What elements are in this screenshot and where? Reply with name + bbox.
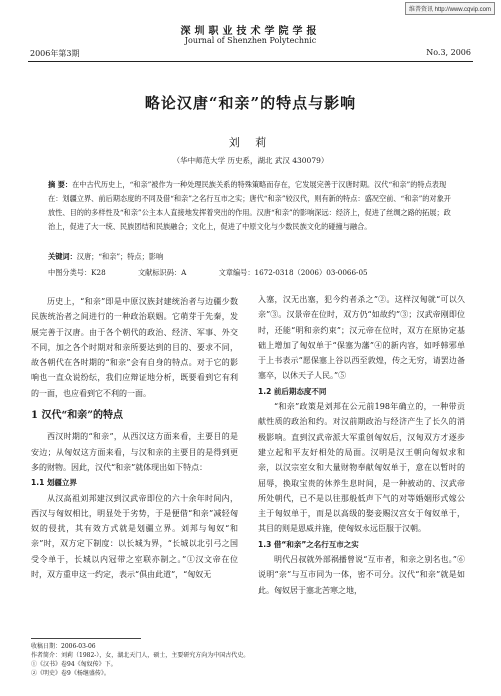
footnote-rule [31,638,141,639]
paragraph: 西汉时期的“和亲”，从西汉这方面来看，主要目的是安边；从匈奴这方面来看，与汉和亲的主要目的是得到更多的财物。因此，汉代“和亲”就体现出如下特点： [31,432,238,472]
footnote-2: ②《明史》卷9《杨继盛传》。 [31,670,110,677]
paragraph: 历史上，“和亲”即是中原汉族封建统治者与边疆少数民族统治者之间进行的一种政治联姻。它萌芽于先秦，发展完善于汉唐。由于各个朝代的政治、经济、军事、外交不同，加之各个时期对和亲所要达到的目的、要求不同，故各朝代在各时期的“和亲”会有自身的特点。对于它的影响也一直众说纷纭，我们应辩证地分析，既要看到它有利的一面，也应看到它不利的一面。 [31,297,238,398]
paragraph: 明代吕叔就外部祸播曾说“互市者，和亲之别名也。”⑥说明“亲”与互市同为一体，密不可分。汉代“和亲”就是如此。匈奴居于塞北苦寒之地， [258,555,465,595]
journal-name-cn: 深圳职业技术学院学报 [180,26,321,37]
article-number: 文章编号：1672-0318（2006）03-0066-05 [218,268,368,277]
abstract [48,178,458,234]
left-column [31,294,238,582]
keywords-text: 汉唐；“和亲”；特点；影响 [76,252,164,261]
paragraph: 从汉高祖刘邦建汉到汉武帝即位的六十余年时间内，西汉与匈奴相比，明显处于劣势，于是便借“和亲”减轻匈奴的侵扰，其有效方式就是划疆立界。刘邦与匈奴“和亲”时，双方定下制度：以长城为界，“长城以北引弓之国受令单于，长城以内冠带之室联亦制之。”①汉文帝在位时，双方重申这一约定，表示“俱由此道”，“匈奴无 [31,493,238,580]
footnote-1: ①《汉书》卷94《匈奴传》下。 [31,661,117,668]
paragraph: 入塞，汉无出塞，犯今约者杀之”②。这样汉匈就“可以久亲”③。汉景帝在位时，双方仍“如故约”③；汉武帝刚即位时，还能“明和亲约束”；汉元帝在位时，双方在原协定基础上增加了匈奴单于“保塞为藩”④的新内容，如呼韩邪单于上书表示“愿保塞上谷以西至敦煌，传之无穷，请罢边备塞卒，以休天子人民。”⑤ [258,295,465,381]
keywords-label: 关键词： [48,252,77,261]
subsection-heading-1-2: 1.2 前后期态度不同 [258,386,327,396]
footnotes [31,642,471,678]
journal-name-en: Journal of Shenzhen Polytechnic [184,36,317,45]
abstract-text: 在中古代历史上，“和亲”被作为一种处理民族关系的特殊策略而存在，它发展完善于汉唐时期。汉代“和亲”的特点表现在：划疆立界、前后期态度的不同及借“和亲”之名行互市之实；唐代“和亲”较汉代，则有新的特点：盛况空前、“和亲”的对象开放性、目的的多样性及“和亲”公主本人直接地发挥着突出的作用。汉唐“和亲”的影响深远：经济上，促进了丝绸之路的拓展；政治上，促进了大一统、民族团结和民族融合；文化上，促进了中原文化与少数民族文化的碰撞与融合。 [48,180,451,231]
issue-cn: 2006年第3期 [30,49,80,58]
article-meta [48,268,468,278]
issue-en: No.3, 2006 [426,48,471,57]
clc-code: 中图分类号：K28 [48,268,106,277]
keywords [48,252,163,262]
paragraph: “和亲”政策是刘邦在公元前198年确立的，一种带贡献性质的政治和约。对汉前期政治与经济产生了长久的消极影响。直到汉武帝派大军重创匈奴后，汉匈双方才逐步建立起和平友好相处的局面。汉明是汉王朝向匈奴求和亲，以汉宗室女和大量财物奉献匈奴单于，意在以暂时的屈辱，换取宝贵的休养生息时间，是一种被动的、汉武帝所处朝代，已不是以往那般低声下气的对等婚姻形式嫁公主于匈奴单于，而是以高级的娶妾赐汉宫女于匈奴单于，其目的则是恩威并施，使匈奴永远臣服于汉朝。 [258,402,465,534]
author-affiliation: （华中师范大学 历史系，湖北 武汉 430079） [172,156,329,165]
received-date: 收稿日期：2006-03-06 [31,643,96,650]
article-author: 刘 莉 [228,136,273,149]
abstract-label: 摘 要： [48,180,73,189]
article-title: 略论汉唐“和亲”的特点与影响 [144,94,357,112]
right-column [258,292,465,598]
section-heading-1: 1 汉代“和亲”的特点 [31,410,123,422]
header-rule [28,61,473,62]
subsection-heading-1-1: 1.1 划疆立界 [31,478,77,488]
author-bio: 作者简介：刘莉（1982-），女，湖北天门人，硕士，主要研究方向为中国古代史。 [31,652,250,659]
document-code: 文献标识码：A [137,268,187,277]
subsection-heading-1-3: 1.3 借“和亲”之名行互市之实 [258,539,359,549]
watermark-stamp: 维普资讯 http://www.cqvip.com [405,2,495,15]
